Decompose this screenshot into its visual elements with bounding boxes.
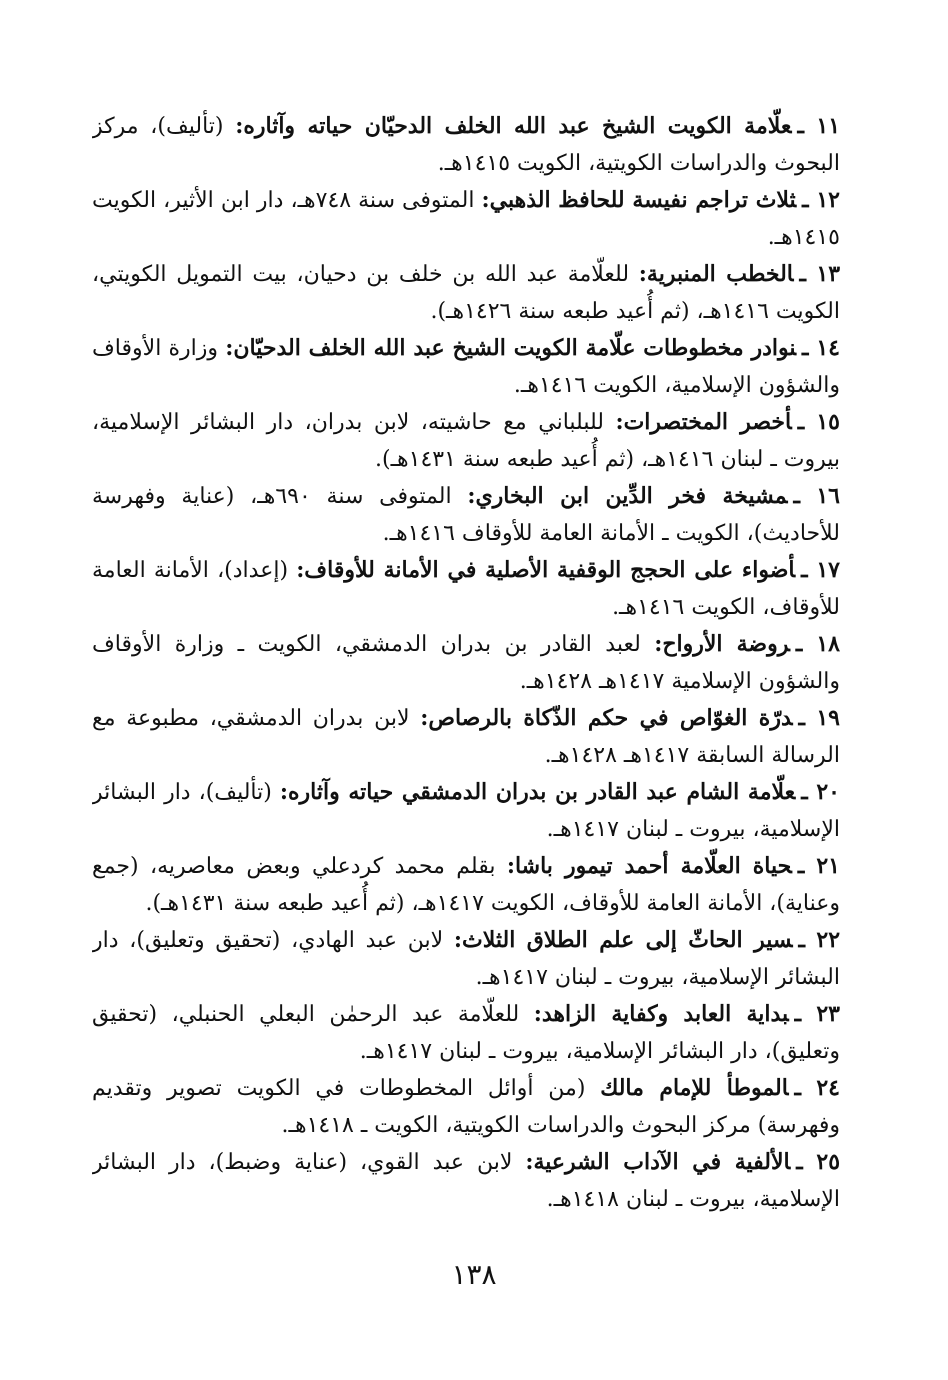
entry-number: ١٢ ـ (802, 187, 840, 213)
bibliography-entry (92, 108, 840, 182)
entry-number: ١٧ ـ (801, 557, 840, 583)
entry-title: الموطأ للإمام مالك (600, 1075, 789, 1101)
entry-title: علّامة الكويت الشيخ عبد الله الخلف الدحيّان حياته وآثاره: (235, 113, 792, 139)
entry-number: ١٨ ـ (795, 631, 840, 657)
entry-details: (إعداد)، الأمانة العامة للأوقاف، الكويت ١٤١٦هـ. (92, 558, 840, 620)
entry-title: درّة الغوّاص في حكم الذّكاة بالرصاص: (420, 705, 793, 731)
entry-number: ٢١ ـ (797, 853, 840, 879)
entry-details: المتوفى سنة ٦٩٠هـ، (عناية وفهرسة للأحاديث)، الكويت ـ الأمانة العامة للأوقاف ١٤١٦هـ. (92, 484, 840, 546)
bibliography-entry (92, 1144, 840, 1218)
entry-details: (تأليف)، دار البشائر الإسلامية، بيروت ـ لبنان ١٤١٧هـ. (92, 780, 840, 842)
entry-title: الخطب المنبرية: (638, 261, 794, 287)
entry-title: سير الحاثّ إلى علم الطلاق الثلاث: (453, 927, 793, 953)
entry-details: لابن بدران الدمشقي، مطبوعة مع الرسالة السابقة ١٤١٧هـ ١٤٢٨هـ. (92, 706, 840, 768)
entry-title: نوادر مخطوطات علّامة الكويت الشيخ عبد الله الخلف الدحيّان: (225, 335, 797, 361)
bibliography-entry (92, 552, 840, 626)
entry-title: بداية العابد وكفاية الزاهد: (533, 1001, 789, 1027)
entry-number: ١٥ ـ (797, 409, 840, 435)
entry-number: ١٩ ـ (798, 705, 840, 731)
entry-number: ٢٥ ـ (796, 1149, 840, 1175)
entry-title: حياة العلّامة أحمد تيمور باشا: (506, 853, 792, 879)
entry-details: بقلم محمد كردعلي وبعض معاصريه، (جمع وعناية)، الأمانة العامة للأوقاف، الكويت ١٤١٧هـ، (ثم أُعيد طبعه سنة ١٤٣١هـ). (92, 854, 840, 916)
entry-details: لابن عبد الهادي، (تحقيق وتعليق)، دار البشائر الإسلامية، بيروت ـ لبنان ١٤١٧هـ. (92, 928, 840, 990)
bibliography-entry (92, 256, 840, 330)
entry-details: للعلّامة عبد الله بن خلف بن دحيان، بيت التمويل الكويتي، الكويت ١٤١٦هـ، (ثم أُعيد طبعه سنة ١٤٢٦هـ). (92, 262, 840, 324)
entry-number: ١٣ ـ (799, 261, 840, 287)
bibliography-entry (92, 182, 840, 256)
entry-details: (من أوائل المخطوطات في الكويت تصوير وتقديم وفهرسة) مركز البحوث والدراسات الكويتية، الكويت ـ ١٤١٨هـ. (92, 1076, 840, 1138)
bibliography-entry (92, 848, 840, 922)
entry-title: الألفية في الآداب الشرعية: (525, 1149, 791, 1175)
entry-number: ٢٤ ـ (794, 1075, 840, 1101)
entry-title: أضواء على الحجج الوقفية الأصلية في الأمانة للأوقاف: (296, 557, 796, 583)
entry-title: ثلاث تراجم نفيسة للحافظ الذهبي: (481, 187, 797, 213)
bibliography-entry (92, 774, 840, 848)
bibliography-entry (92, 404, 840, 478)
bibliography-entry (92, 996, 840, 1070)
entry-number: ٢٢ ـ (798, 927, 840, 953)
bibliography-entry (92, 1070, 840, 1144)
bibliography-entry (92, 626, 840, 700)
entry-details: لعبد القادر بن بدران الدمشقي، الكويت ـ وزارة الأوقاف والشؤون الإسلامية ١٤١٧هـ ١٤٢٨هـ. (92, 632, 840, 694)
entry-details: المتوفى سنة ٧٤٨هـ، دار ابن الأثير، الكويت ١٤١٥هـ. (92, 188, 840, 250)
entry-details: لابن عبد القوي، (عناية وضبط)، دار البشائر الإسلامية، بيروت ـ لبنان ١٤١٨هـ. (92, 1150, 840, 1212)
entry-title: روضة الأرواح: (654, 631, 790, 657)
entry-details: وزارة الأوقاف والشؤون الإسلامية، الكويت ١٤١٦هـ. (92, 336, 840, 398)
entry-title: مشيخة فخر الدِّين ابن البخاري: (467, 483, 788, 509)
bibliography-entry (92, 330, 840, 404)
entry-number: ١٦ ـ (793, 483, 840, 509)
entry-number: ٢٠ ـ (801, 779, 840, 805)
entry-title: علّامة الشام عبد القادر بن بدران الدمشقي حياته وآثاره: (279, 779, 796, 805)
entry-details: (تأليف)، مركز البحوث والدراسات الكويتية، الكويت ١٤١٥هـ. (92, 114, 840, 176)
bibliography-entry (92, 478, 840, 552)
bibliography-entry (92, 700, 840, 774)
entry-number: ١٤ ـ (802, 335, 840, 361)
bibliography-entry (92, 922, 840, 996)
entry-details: للبلباني مع حاشيته، لابن بدران، دار البشائر الإسلامية، بيروت ـ لبنان ١٤١٦هـ، (ثم أُعيد طبعه سنة ١٤٣١هـ). (92, 410, 840, 472)
entry-title: أخصر المختصرات: (615, 409, 792, 435)
entry-details: للعلّامة عبد الرحمٰن البعلي الحنبلي، (تحقيق وتعليق)، دار البشائر الإسلامية، بيروت ـ لبنان ١٤١٧هـ. (92, 1002, 840, 1064)
page-number: ١٣٨ (451, 1258, 497, 1291)
entry-number: ٢٣ ـ (794, 1001, 840, 1027)
entry-number: ١١ ـ (797, 113, 840, 139)
bibliography-list (92, 108, 840, 1218)
